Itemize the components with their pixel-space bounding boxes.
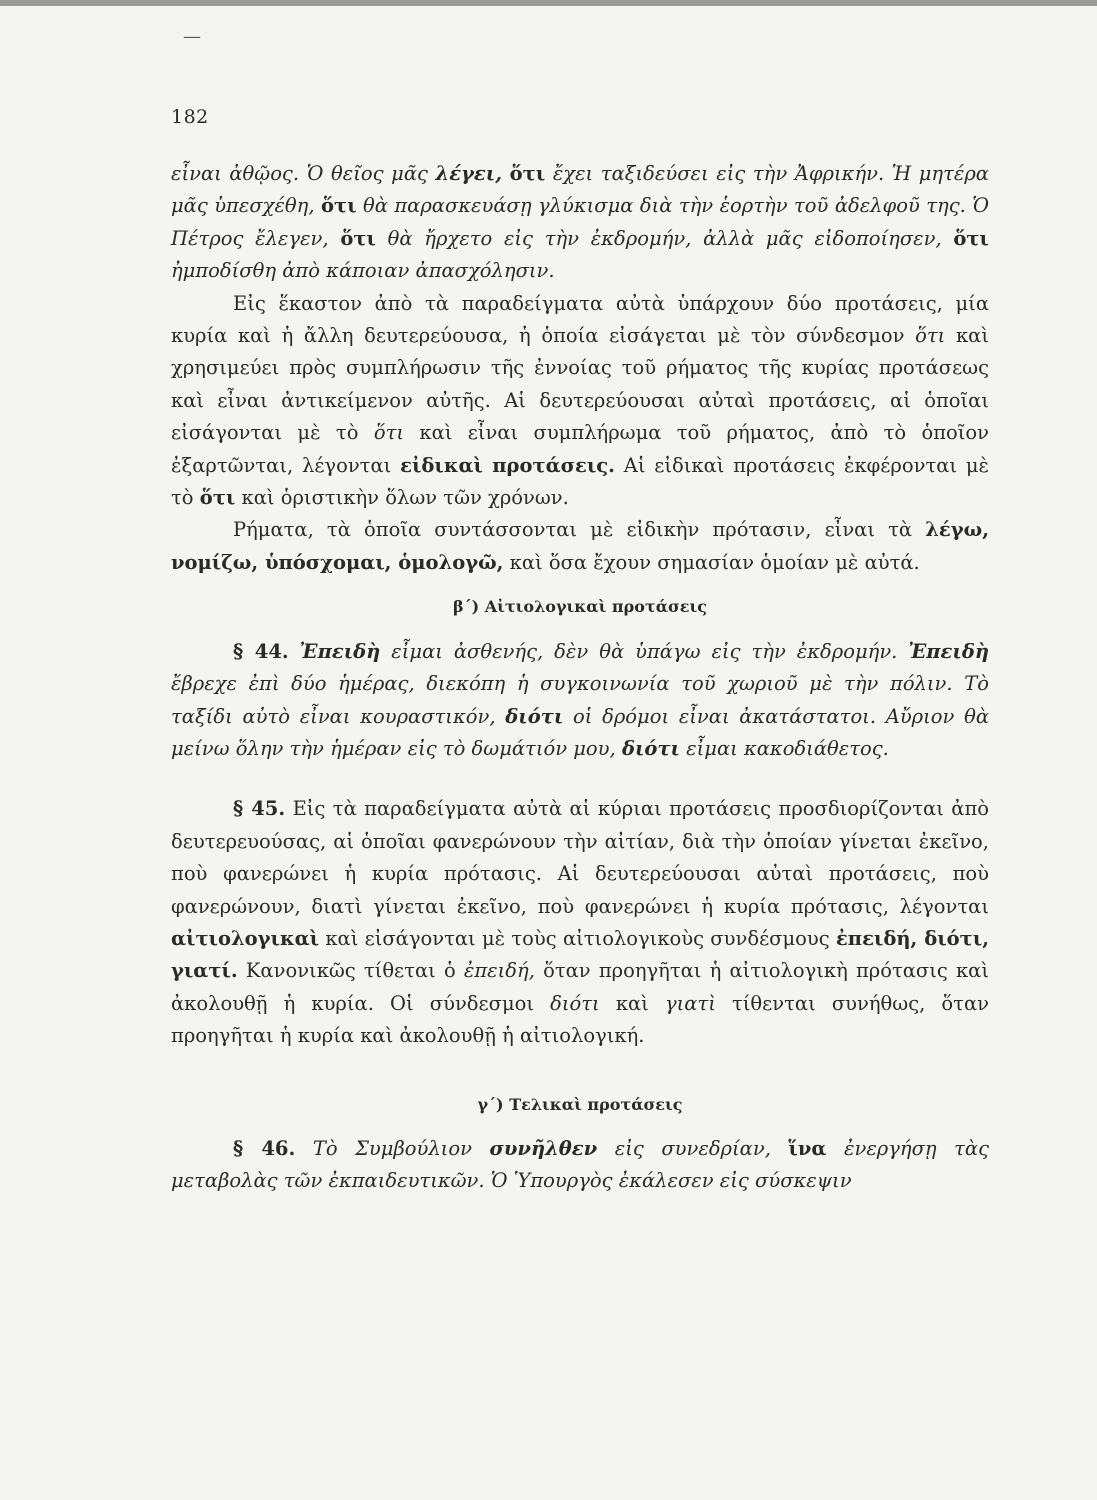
text-span: λέγω, νομίζω, ὑπόσχομαι, ὁμολογῶ, — [171, 518, 989, 574]
text-span: Ρήματα, τὰ ὁποῖα συντάσσονται μὲ εἰδικὴν πρότασιν, εἶναι τὰ — [233, 518, 913, 542]
text-span: ὅτι — [320, 194, 357, 218]
text-span: εἶναι ἀθῷος. — [171, 162, 300, 185]
text-span: διότι — [550, 991, 600, 1015]
text-span: ὅτι — [953, 226, 989, 250]
text-span: ἔχει ταξιδεύσει εἰς τὴν Ἀφρικήν. Ἡ μητέρα μᾶς ὑπεσχέθη, — [171, 162, 989, 218]
text-span: εἰδικαὶ προτάσεις. — [400, 453, 615, 477]
page-number: 182 — [171, 106, 209, 128]
text-span: διότι — [505, 704, 564, 728]
text-span: ὅτι — [373, 421, 405, 445]
text-span: Ἐπειδὴ — [908, 639, 989, 663]
text-span: ὅτι — [340, 226, 376, 250]
text-span: καὶ ὁριστικὴν ὅλων τῶν χρόνων. — [241, 486, 569, 510]
spacer — [171, 765, 989, 793]
paragraph-45 — [171, 793, 989, 1052]
text-span: εἰς συνεδρίαν, — [614, 1136, 771, 1160]
text-span: συνῆλθεν — [489, 1136, 598, 1160]
text-span: καὶ ὅσα ἔχουν σημασίαν ὁμοίαν μὲ αὐτά. — [509, 550, 920, 574]
text-span: ἔβρεχε ἐπὶ δύο ἡμέρας, διεκόπη ἡ συγκοινωνία τοῦ χωριοῦ μὲ τὴν πόλιν. Τὸ ταξίδι αὐτὸ εἶναι κουραστικόν, — [171, 672, 989, 728]
text-span: λέγει, — [435, 162, 503, 185]
text-span: Εἰς ἕκαστον ἀπὸ τὰ παραδείγματα αὐτὰ ὑπάρχουν δύο προτάσεις, μία κυρία καὶ ἡ ἄλλη δευτερεύουσα, ἡ ὁποία εἰσάγεται μὲ τὸν σύνδεσμον — [171, 291, 989, 348]
text-span: ἐπειδή, διότι, γιατί. — [171, 926, 989, 983]
text-span: καὶ εἰσάγονται μὲ τοὺς αἰτιολογικοὺς συνδέσμους — [325, 926, 830, 950]
text-span: ἐνεργήσῃ τὰς μεταβολὰς τῶν ἐκπαιδευτικῶν. Ὁ Ὑπουργὸς ἐκάλεσεν εἰς σύσκεψιν — [171, 1136, 990, 1193]
paragraph-2 — [171, 288, 989, 515]
spacer — [171, 1053, 989, 1077]
text-span: Αἱ εἰδικαὶ προτάσεις ἐκφέρονται μὲ τὸ — [171, 453, 989, 510]
text-span: καὶ — [615, 991, 649, 1015]
text-span: ἠμποδίσθη ἀπὸ κάποιαν ἀπασχόλησιν. — [171, 259, 555, 283]
text-span: καὶ εἶναι συμπλήρωμα τοῦ ρήματος, ἀπὸ τὸ ὁποῖον ἐξαρτῶνται, λέγονται — [171, 421, 990, 477]
section-number: § 44. — [233, 639, 289, 663]
paragraph-44 — [171, 636, 989, 766]
text-span: ὅτι — [199, 486, 236, 510]
text-span: εἶμαι κακοδιάθετος. — [686, 736, 889, 760]
paragraph-1 — [171, 158, 989, 288]
paragraph-46 — [171, 1133, 989, 1198]
paragraph-3 — [171, 514, 989, 579]
section-number: § 45. — [233, 797, 286, 821]
text-span: Ὁ θεῖος μᾶς — [306, 162, 428, 185]
text-span: ἵνα — [788, 1136, 827, 1160]
text-span: Τὸ Συμβούλιον — [312, 1136, 472, 1160]
text-span: Εἰς τὰ παραδείγματα αὐτὰ αἱ κύριαι προτάσεις προσδιορίζονται ἀπὸ δευτερευούσας, αἱ ὁποῖαι φανερώνουν τὴν αἰτίαν, διὰ τὴν ὁποίαν γίνεται ἐκεῖνο, ποὺ φανερώνει ἡ κυρία πρότασις. Αἱ δευτερεύουσαι αὐταὶ προτάσεις, ποὺ φανερώνουν, διατὶ γίνεται ἐκεῖνο, ποὺ φανερώνει ἡ κυρία πρότασις, λέγονται — [171, 797, 989, 918]
text-span: θὰ ἤρχετο εἰς τὴν ἐκδρομήν, ἀλλὰ μᾶς εἰδοποίησεν, — [387, 226, 942, 250]
text-span: τίθενται συνήθως, ὅταν προηγῆται ἡ κυρία καὶ ἀκολουθῇ ἡ αἰτιολογική. — [171, 991, 989, 1048]
text-span: ὅταν προηγῆται ἡ αἰτιολογικὴ πρότασις καὶ ἀκολουθῇ ἡ κυρία. Οἱ σύνδεσμοι — [171, 959, 989, 1015]
text-span: καὶ χρησιμεύει πρὸς συμπλήρωσιν τῆς ἐννοίας τοῦ ρήματος τῆς κυρίας προτάσεως καὶ εἶναι ἀντικείμενον αὐτῆς. Αἱ δευτερεύουσαι αὐταὶ προτάσεις, αἱ ὁποῖαι εἰσάγονται μὲ τὸ — [171, 324, 989, 445]
text-span: ὅτι — [509, 162, 546, 185]
page-mark: — — [183, 26, 201, 47]
text-span: οἱ δρόμοι εἶναι ἀκατάστατοι. Αὔριον θὰ μείνω ὅλην τὴν ἡμέραν εἰς τὸ δωμάτιόν μου, — [171, 704, 989, 760]
section-number: § 46. — [233, 1136, 296, 1160]
page-body — [171, 158, 989, 1198]
text-span: ὅτι — [915, 324, 946, 348]
section-heading-b: β΄) Αἰτιολογικαὶ προτάσεις — [452, 597, 708, 617]
text-span: ἐπειδή, — [463, 959, 535, 983]
text-span: θὰ παρασκευάσῃ γλύκισμα διὰ τὴν ἑορτὴν τοῦ ἀδελφοῦ της. Ὁ Πέτρος ἔλεγεν, — [171, 194, 989, 250]
text-span: διότι — [621, 736, 680, 760]
text-span: εἶμαι ἀσθενής, δὲν θὰ ὑπάγω εἰς τὴν ἐκδρομήν. — [391, 639, 898, 663]
text-span: Κανονικῶς τίθεται ὁ — [245, 959, 456, 983]
text-span: γιατὶ — [664, 991, 716, 1015]
scan-top-edge — [0, 0, 1097, 6]
section-heading-c: γ΄) Τελικαὶ προτάσεις — [477, 1094, 683, 1114]
text-span: αἰτιολογικαὶ — [171, 926, 320, 950]
text-span: Ἐπειδὴ — [299, 639, 381, 663]
